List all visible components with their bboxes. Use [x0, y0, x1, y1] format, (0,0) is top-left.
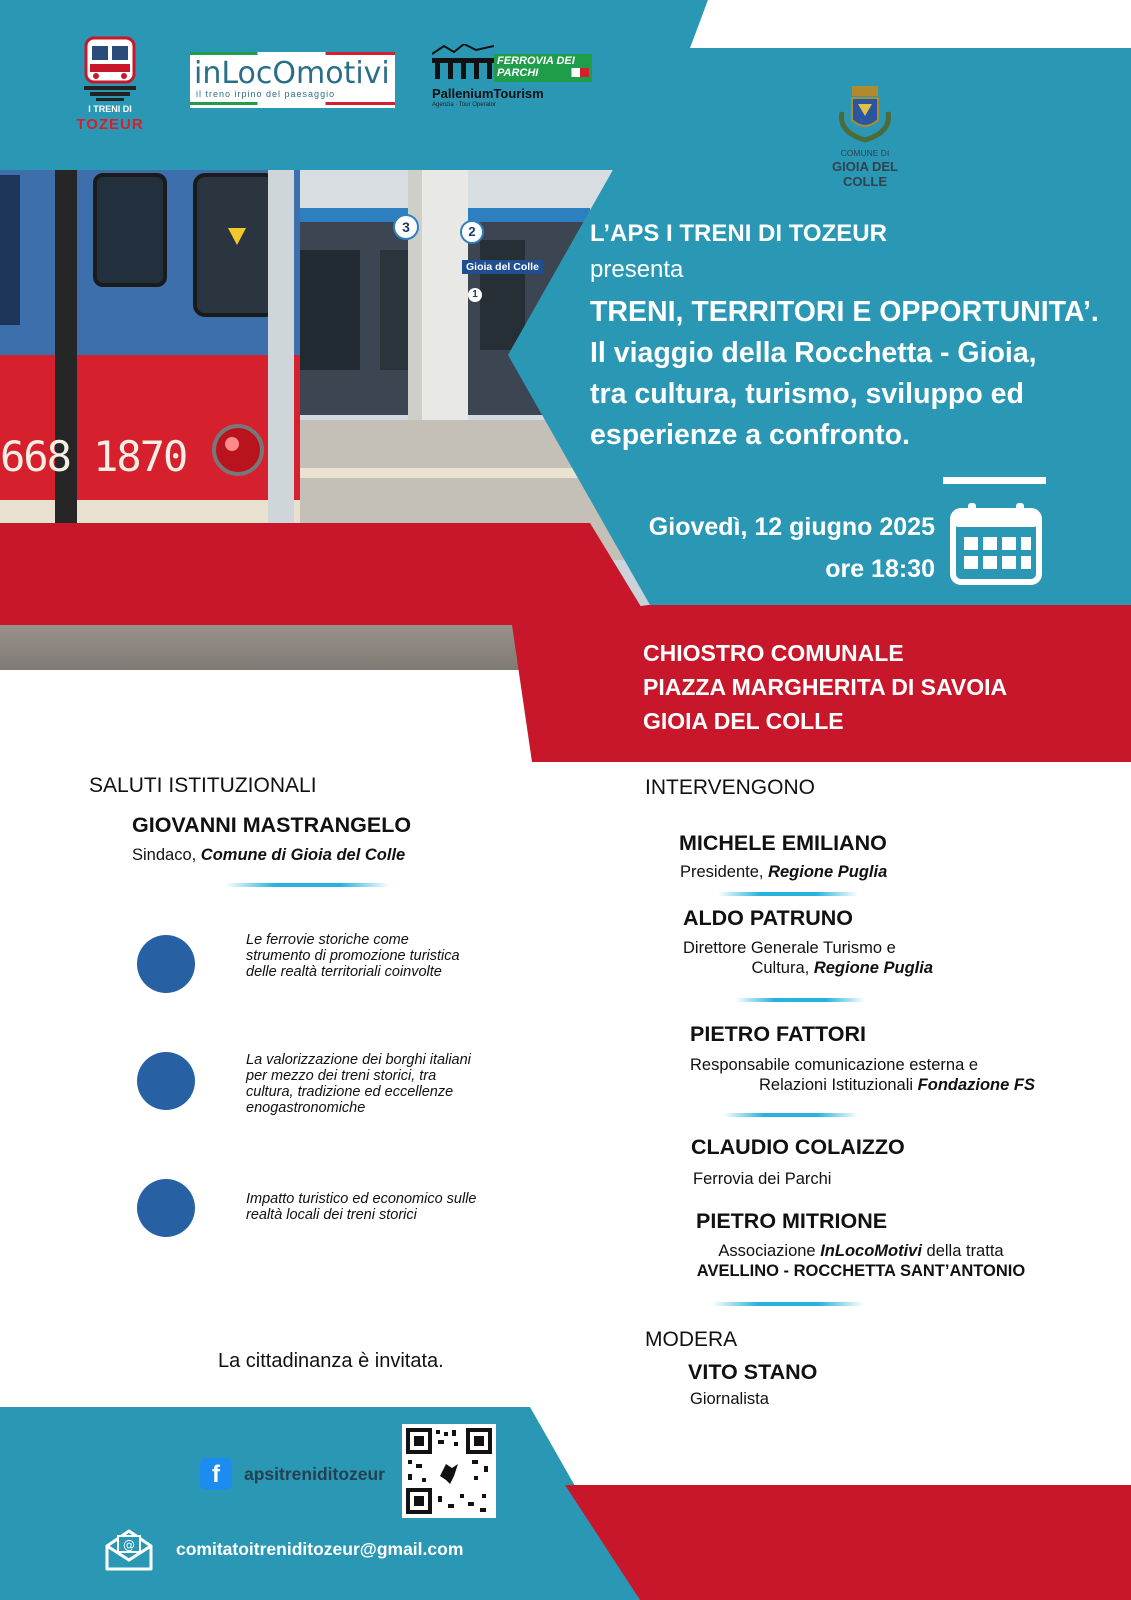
logo-ferrovia-parchi [432, 42, 592, 112]
station-name-sign: Gioia del Colle [462, 260, 543, 274]
facebook-handle: apsitreniditozeur [244, 1464, 385, 1484]
title-line-4: esperienze a confronto. [590, 419, 910, 451]
modera-heading: MODERA [645, 1328, 738, 1351]
calendar-icon [950, 503, 1042, 585]
speaker-1-name: MICHELE EMILIANO [679, 831, 887, 855]
saluti-role: Sindaco, Comune di Gioia del Colle [132, 846, 406, 864]
pallenium-sub: Agenzia · Tour Operator [432, 102, 496, 108]
logo-tozeur-line2: TOZEUR [76, 116, 144, 133]
platform-2-sign: 2 [460, 220, 484, 244]
topic-bullet-2 [137, 1052, 195, 1110]
event-title [590, 292, 1120, 456]
speaker-divider-2 [735, 998, 865, 1002]
speaker-5-name: PIETRO MITRIONE [696, 1209, 888, 1233]
ferrovia-line2: PARCHI [497, 67, 539, 79]
event-time: ore 18:30 [825, 555, 935, 583]
speaker-divider-4 [712, 1302, 864, 1306]
train-icon [82, 36, 138, 102]
event-date: Giovedì, 12 giugno 2025 [648, 513, 935, 541]
logo-treni-tozeur [75, 36, 145, 136]
logo-comune [810, 82, 920, 189]
saluti-divider [225, 883, 390, 887]
platform-3-sign: 3 [393, 214, 419, 240]
venue [643, 636, 1007, 738]
comune-line2: GIOIA DEL COLLE [832, 159, 898, 189]
speaker-4-role: Ferrovia dei Parchi [693, 1170, 832, 1188]
topic-bullet-1 [137, 935, 195, 993]
speaker-4-name: CLAUDIO COLAIZZO [691, 1135, 905, 1159]
logo-inlocomotivi [190, 52, 395, 108]
comune-line1: COMUNE DI [840, 148, 890, 158]
intervengono-heading: INTERVENGONO [645, 776, 815, 799]
coat-of-arms-icon [834, 82, 896, 144]
speaker-5-role: Associazione InLocoMotivi della tratta AVELLINO - ROCCHETTA SANT’ANTONIO [696, 1242, 1026, 1280]
presents-line: presenta [590, 256, 684, 283]
venue-line-3: GIOIA DEL COLLE [643, 708, 844, 734]
saluti-heading: SALUTI ISTITUZIONALI [89, 774, 317, 797]
platform-1-sign: 1 [468, 288, 482, 302]
venue-line-1: CHIOSTRO COMUNALE [643, 640, 904, 666]
title-line-2: Il viaggio della Rocchetta - Gioia, [590, 337, 1037, 369]
calendar-top-bar [943, 477, 1046, 484]
saluti-name: GIOVANNI MASTRANGELO [132, 813, 412, 837]
speaker-divider-1 [718, 892, 858, 896]
speaker-2-name: ALDO PATRUNO [683, 906, 853, 930]
moderator-role: Giornalista [690, 1390, 769, 1408]
topic-bullet-3 [137, 1179, 195, 1237]
facebook-icon: f [200, 1458, 232, 1490]
logo-tozeur-line1: I TRENI DI [88, 104, 132, 114]
speaker-2-role: Direttore Generale Turismo e Cultura, Regione Puglia [683, 939, 933, 977]
venue-line-2: PIAZZA MARGHERITA DI SAVOIA [643, 674, 1008, 700]
qr-code-graphic [402, 1424, 496, 1518]
email-icon [104, 1528, 154, 1572]
saluti-org: Comune di Gioia del Colle [200, 846, 406, 864]
topic-2: La valorizzazione dei borghi italiani per mezzo dei treni storici, tra cultura, tradizione ed eccellenze enogastronomiche [246, 1052, 471, 1116]
viaduct-icon [432, 44, 494, 80]
speaker-divider-3 [723, 1113, 858, 1117]
qr-code-icon[interactable] [402, 1424, 496, 1518]
title-line-3: tra cultura, turismo, sviluppo ed [590, 378, 1024, 410]
topic-1: Le ferrovie storiche come strumento di promozione turistica delle realtà territoriali coinvolte [246, 932, 460, 980]
speaker-3-role: Responsabile comunicazione esterna e Relazioni Istituzionali Fondazione FS [690, 1056, 1035, 1094]
inlocomotivi-tagline: il treno irpino del paesaggio [196, 89, 336, 99]
speaker-3-name: PIETRO FATTORI [690, 1022, 866, 1046]
organizer-line: L’APS I TRENI DI TOZEUR [590, 220, 887, 247]
speaker-1-role: Presidente, Regione Puglia [680, 863, 888, 881]
svg-text:@: @ [123, 1538, 135, 1552]
topic-3: Impatto turistico ed economico sulle realtà locali dei treni storici [246, 1191, 477, 1223]
title-line-1: TRENI, TERRITORI E OPPORTUNITA’. [590, 296, 1099, 328]
invite-line: La cittadinanza è invitata. [218, 1350, 444, 1372]
train-number: 668 1870 [0, 432, 187, 481]
ferrovia-line1: FERROVIA DEI [497, 55, 575, 67]
moderator-name: VITO STANO [688, 1360, 818, 1384]
email-address: comitatoitreniditozeur@gmail.com [176, 1539, 464, 1559]
pallenium-brand: PalleniumTourism [432, 86, 544, 101]
inlocomotivi-name: inLocOmotivi [194, 56, 390, 91]
